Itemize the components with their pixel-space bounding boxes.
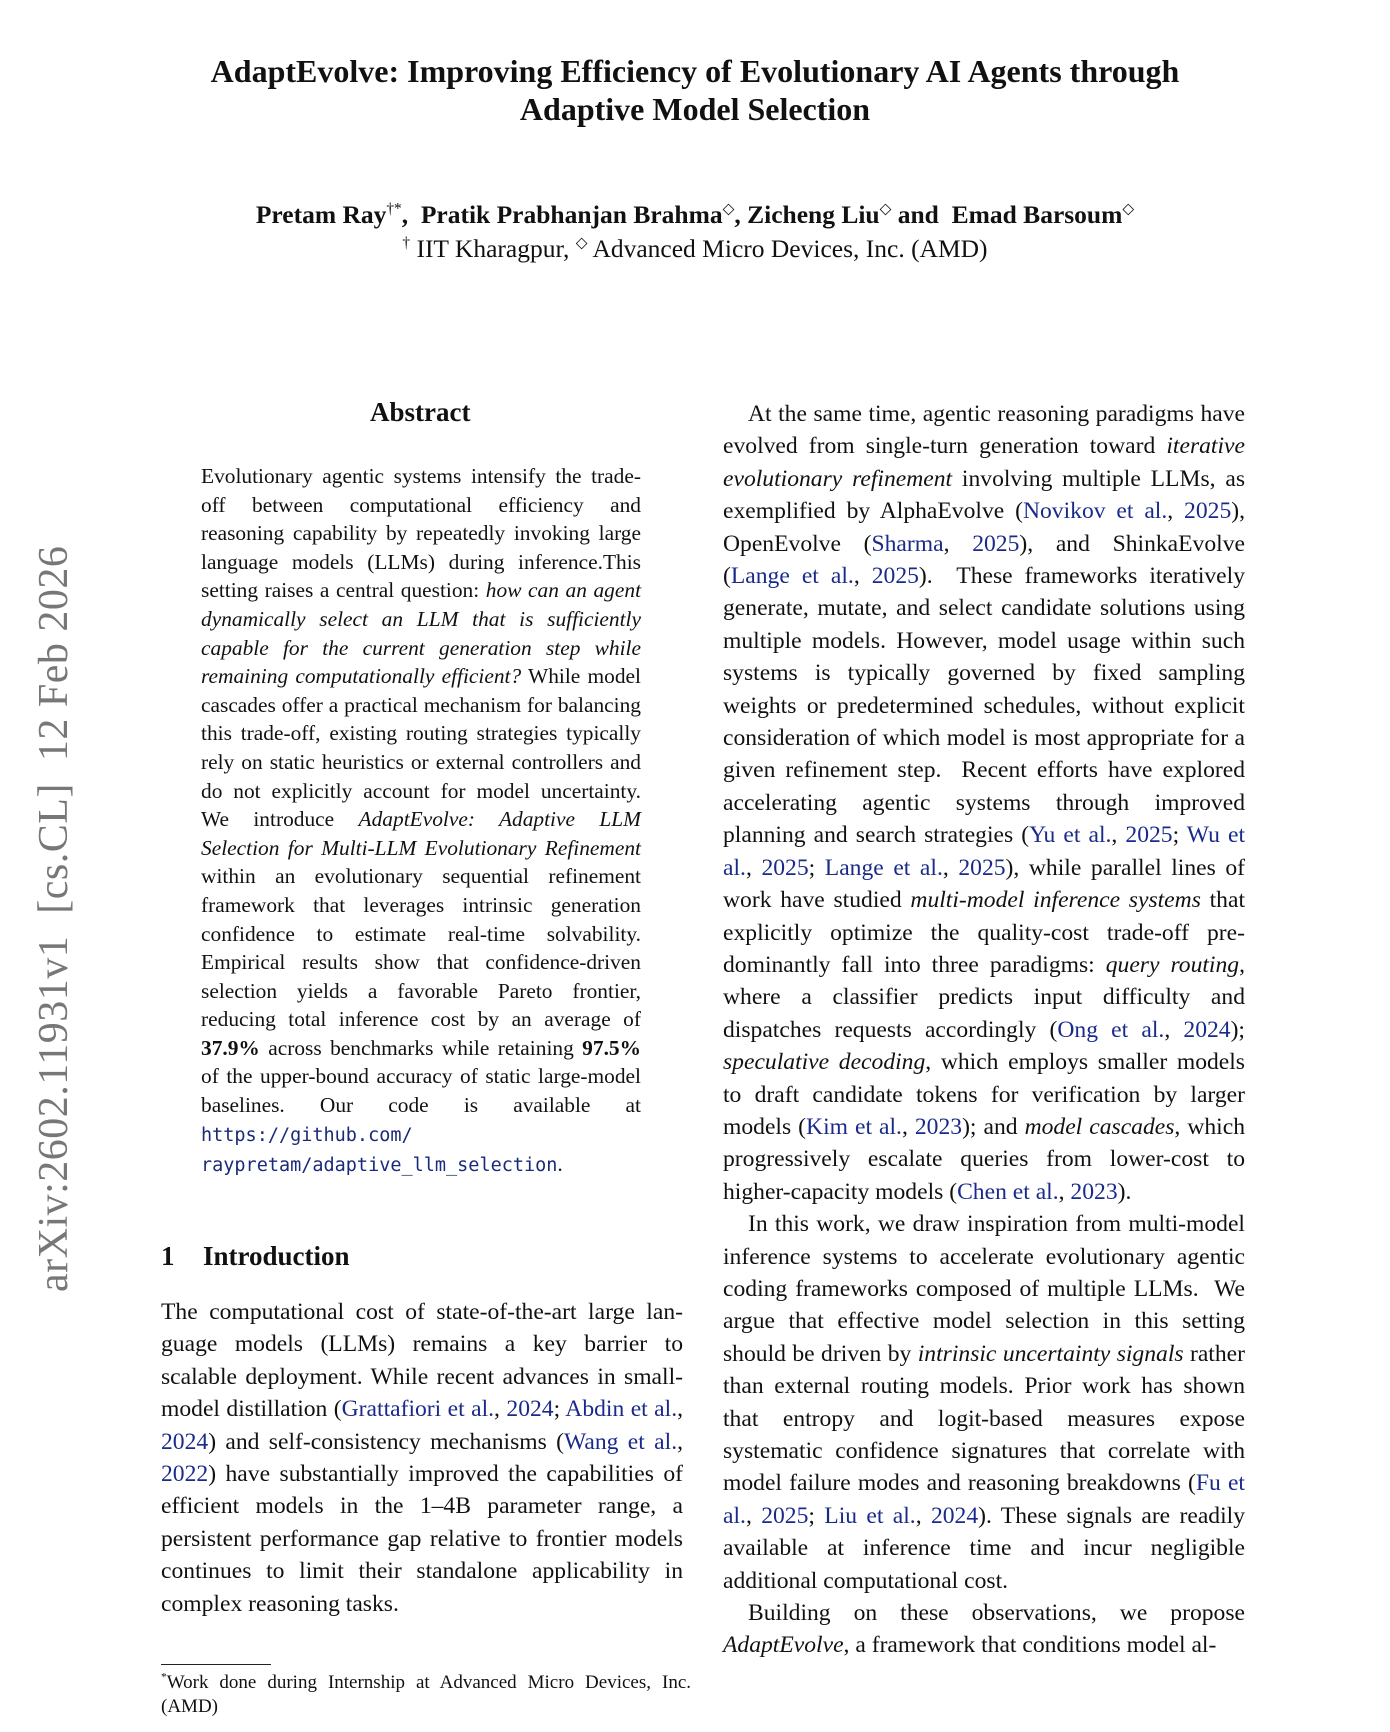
emphasis: speculative decoding: [723, 1049, 926, 1076]
body-text: , a framework that conditions model al-: [843, 1632, 1217, 1659]
citation-year-link[interactable]: 2025: [1184, 498, 1232, 525]
emphasis: model cascades: [1024, 1113, 1175, 1140]
section-number: 1: [161, 1241, 175, 1271]
affil-dagger: †: [402, 234, 411, 252]
affiliations: [150, 234, 1240, 264]
citation-link[interactable]: Wu et al.: [723, 822, 1245, 881]
right-column: [723, 398, 1251, 1662]
citation-year-link[interactable]: 2025: [761, 854, 809, 881]
body-text: At the same time, agentic reasoning paradigms have evolved from single-turn generation toward: [723, 401, 1245, 460]
abstract-text: Evolutionary agentic systems intensify the trade-off between computational efficiency and reasoning capability by repeatedly invoking large language models (LLMs) during inference.This setting raises a central question:: [201, 464, 641, 603]
body-text: that explicitly optimize the quality-cost trade-off predominantly fall into three paradigms:: [723, 887, 1246, 978]
citation-link[interactable]: Novikov et al.: [1022, 498, 1168, 525]
footnote-rule: [161, 1664, 271, 1665]
arxiv-stamp-text: arXiv:2602.11931v1 [cs.CL] 12 Feb 2026: [31, 545, 77, 1292]
body-text: ), OpenEvolve (: [723, 498, 1245, 557]
author-1: Pretam Ray: [255, 200, 387, 229]
affil-1: IIT Kharagpur,: [416, 234, 570, 263]
citation-year-link[interactable]: 2022: [161, 1461, 209, 1488]
body-text: ); and: [962, 1113, 1025, 1140]
author-2-mark: ◇: [722, 200, 735, 218]
citation-link[interactable]: Wang et al.: [564, 1428, 678, 1455]
abstract-cost-reduction: 37.9%: [201, 1035, 260, 1060]
code-link-part-2[interactable]: raypretam/adaptive_llm_selection: [201, 1155, 558, 1177]
citation-year-link[interactable]: 2025: [1125, 822, 1173, 849]
abstract-text: While model cascades offer a practical mechanism for balancing this trade-off, existing routing strategies typically rely on static heuristics or external controllers and do not explicitly account for model uncertainty. We introduce: [201, 664, 652, 832]
abstract-accuracy-retained: 97.5%: [582, 1035, 641, 1060]
author-2: Pratik Prabhanjan Brahma: [420, 200, 723, 229]
emphasis: multi-model inference systems: [910, 887, 1201, 914]
citation-year-link[interactable]: 2025: [871, 563, 919, 590]
body-text: ). These frameworks iteratively generate, mutate, and select candidate solutions using multiple models. However, model usage within such systems is typically governed by fixed sampling weights or predetermined schedules, without explicit consideration of which model is most appropriate for a given refinement step. Recent efforts have explored accelerating agentic systems through improved planning and search strategies (: [723, 563, 1251, 849]
section-title: Introduction: [203, 1241, 350, 1271]
body-text: In this work, we draw inspiration from multi-model inference systems to accelerate evolutionary agentic coding frameworks composed of multiple LLMs. We argue that effective model selection in this setting should be driven by: [723, 1211, 1251, 1367]
citation-link[interactable]: Lange et al.: [730, 563, 854, 590]
citation-year-link[interactable]: 2023: [1070, 1178, 1118, 1205]
citation-link[interactable]: Fu et al.: [723, 1470, 1245, 1529]
citation-year-link[interactable]: 2025: [958, 854, 1006, 881]
footnote-mark: *: [161, 1671, 167, 1684]
author-1-marks: †*: [386, 200, 402, 218]
emphasis: iterative evolutionary refinement: [723, 433, 1245, 492]
right-paragraph-2: In this work, we draw inspiration from multi-model inference systems to accelerate evolutionary agentic coding frameworks composed of multiple LLMs. We argue that effective model selection in this setting should be driven by intrinsic uncertainty signals rather than external routing models. Prior work has shown that entropy and logit-based measures expose systematic confidence signatures that correlate with model failure modes and reasoning breakdowns (Fu et al., 2025; Liu et al., 2024). These signals are readily available at inference time and incur negligible additional computational cost.: [723, 1211, 1251, 1594]
body-text: , where a classifier predicts input difficulty and dispatches requests accordingly (: [723, 951, 1245, 1043]
author-list: [150, 200, 1240, 230]
intro-text: The computational cost of state-of-the-art large language models (LLMs) remains a key barrier to scalable deployment. While recent advances in small-model distillation (: [161, 1299, 683, 1423]
citation-link[interactable]: Yu et al.: [1029, 822, 1112, 849]
abstract-heading: Abstract: [370, 397, 471, 427]
author-4: Emad Barsoum: [951, 200, 1123, 229]
abstract-text: of the upper-bound accuracy of static large-model baselines. Our code is available at: [201, 1064, 641, 1118]
author-and: and: [897, 200, 939, 229]
right-paragraph-1: At the same time, agentic reasoning paradigms have evolved from single-turn generation toward iterative evolutionary refinement involving multiple LLMs, as exemplified by AlphaEvolve (Novikov et al., 2025), OpenEvolve (Sharma, 2025), and ShinkaEvolve (Lange et al., 2025). These frameworks iteratively generate, mutate, and select candidate solutions using multiple models. However, model usage within such systems is typically governed by fixed sampling weights or predetermined schedules, without explicit consideration of which model is most appropriate for a given refinement step. Recent efforts have explored accelerating agentic systems through improved planning and search strategies (Yu et al., 2025; Wu et al., 2025; Lange et al., 2025), while parallel lines of work have studied multi-model inference systems that explicitly optimize the quality-cost trade-off predominantly fall into three paradigms: query routing, where a classifier predicts input difficulty and dispatches requests accordingly (Ong et al., 2024); speculative decoding, which employs smaller models to draft candidate tokens for verification by larger models (Kim et al., 2023); and model cascades, which progressively escalate queries from lower-cost to higher-capacity models (Chen et al., 2023).: [723, 401, 1251, 1205]
section-heading-introduction: [161, 1240, 350, 1272]
paper-title: [150, 52, 1240, 128]
emphasis: AdaptEvolve: [723, 1632, 844, 1659]
body-text: involving multiple LLMs, as exemplified by AlphaEvolve (: [723, 465, 1245, 525]
author-3-mark: ◇: [879, 200, 892, 218]
emphasis: query routing: [1105, 951, 1240, 978]
intro-text: ;: [553, 1396, 566, 1423]
abstract-text: .: [557, 1152, 563, 1177]
code-link-part-1[interactable]: https://github.com/: [201, 1124, 413, 1146]
body-text: , which employs smaller models to draft candidate tokens for verification by larger models (: [723, 1049, 1245, 1140]
citation-year-link[interactable]: 2024: [930, 1502, 979, 1529]
affil-2: Advanced Micro Devices, Inc. (AMD): [592, 234, 988, 263]
affil-diamond: ◇: [575, 234, 588, 252]
citation-year-link[interactable]: 2024: [1183, 1016, 1231, 1043]
body-text: ). These signals are readily available at inference time and incur negligible additional computational cost.: [723, 1502, 1246, 1594]
emphasis: intrinsic uncertainty signals: [917, 1340, 1184, 1367]
abstract-text: across benchmarks while retaining: [259, 1035, 583, 1060]
citation-year-link[interactable]: 2023: [914, 1113, 963, 1140]
citation-year-link[interactable]: 2024: [161, 1428, 209, 1455]
citation-link[interactable]: Sharma: [871, 530, 944, 557]
abstract-question: how can an agent dynamically select an LLM that is sufficiently capable for the current generation step while remaining computationally efficient?: [201, 578, 642, 689]
body-text: Building on these observations, we propose: [748, 1600, 1245, 1627]
author-sep: ,: [401, 200, 409, 229]
citation-link[interactable]: Abdin et al.: [565, 1396, 678, 1423]
abstract-text: within an evolutionary sequential refinement framework that leverages intrinsic generation confidence to estimate real-time solvability. Empirical results show that confidence-driven selection yields a favorable Pareto frontier, reducing total inference cost by an average of: [201, 864, 641, 1032]
citation-year-link[interactable]: 2025: [972, 530, 1020, 557]
right-paragraph-3: [723, 1597, 1245, 1662]
citation-link[interactable]: Chen et al.: [957, 1178, 1059, 1205]
citation-link[interactable]: Kim et al.: [806, 1113, 902, 1140]
citation-year-link[interactable]: 2024: [506, 1396, 554, 1423]
footnote: [161, 1671, 691, 1719]
citation-link[interactable]: Grattafiori et al.: [341, 1396, 495, 1423]
footnote-text: Work done during Internship at Advanced Micro Devices, Inc. (AMD): [161, 1672, 691, 1717]
title-line-1: AdaptEvolve: Improving Efficiency of Evolutionary AI Agents through: [210, 53, 1180, 89]
abstract-method-name: AdaptEvolve: Adaptive LLM Selection for Multi-LLM Evolutionary Refinement: [201, 807, 641, 860]
body-text: , which progressively escalate queries from lower-cost to higher-capacity models (: [723, 1113, 1245, 1205]
intro-paragraph: The computational cost of state-of-the-art large language models (LLMs) remains a key barrier to scalable deployment. While recent advances in small-model distillation (Grattafiori et al., 2024; Abdin et al., 2024) and self-consistency mechanisms (Wang et al., 2022) have substantially improved the capabilities of efficient models in the 1–4B parameter range, a persistent performance gap relative to frontier models continues to limit their standalone applicability in complex reasoning tasks.: [161, 1299, 684, 1617]
citation-link[interactable]: Lange et al.: [824, 854, 943, 881]
body-text: ), while parallel lines of work have studied: [723, 854, 1246, 914]
intro-text: ) and self-consistency mechanisms (: [208, 1428, 564, 1455]
title-line-2: Adaptive Model Selection: [519, 91, 871, 127]
author-sep: ,: [734, 200, 741, 229]
abstract-body: [201, 462, 652, 1181]
arxiv-stamp: [30, 546, 78, 1292]
body-text: ), and ShinkaEvolve (: [723, 530, 1245, 590]
citation-link[interactable]: Ong et al.: [1057, 1016, 1165, 1043]
author-4-mark: ◇: [1122, 200, 1135, 218]
intro-text: ) have substantially improved the capabilities of efficient models in the 1–4B parameter range, a persistent performance gap relative to frontier models continues to limit their standalone applicability in complex reasoning tasks.: [161, 1461, 683, 1617]
body-text: );: [1230, 1016, 1245, 1043]
body-text: rather than external routing models. Prior work has shown that entropy and logit-based measures expose systematic confidence signatures that correlate with model failure modes and reasoning breakdowns (: [723, 1340, 1245, 1497]
citation-year-link[interactable]: 2025: [761, 1502, 809, 1529]
author-3: Zicheng Liu: [747, 200, 880, 229]
citation-link[interactable]: Liu et al.: [824, 1502, 916, 1529]
body-text: ).: [1117, 1178, 1132, 1205]
